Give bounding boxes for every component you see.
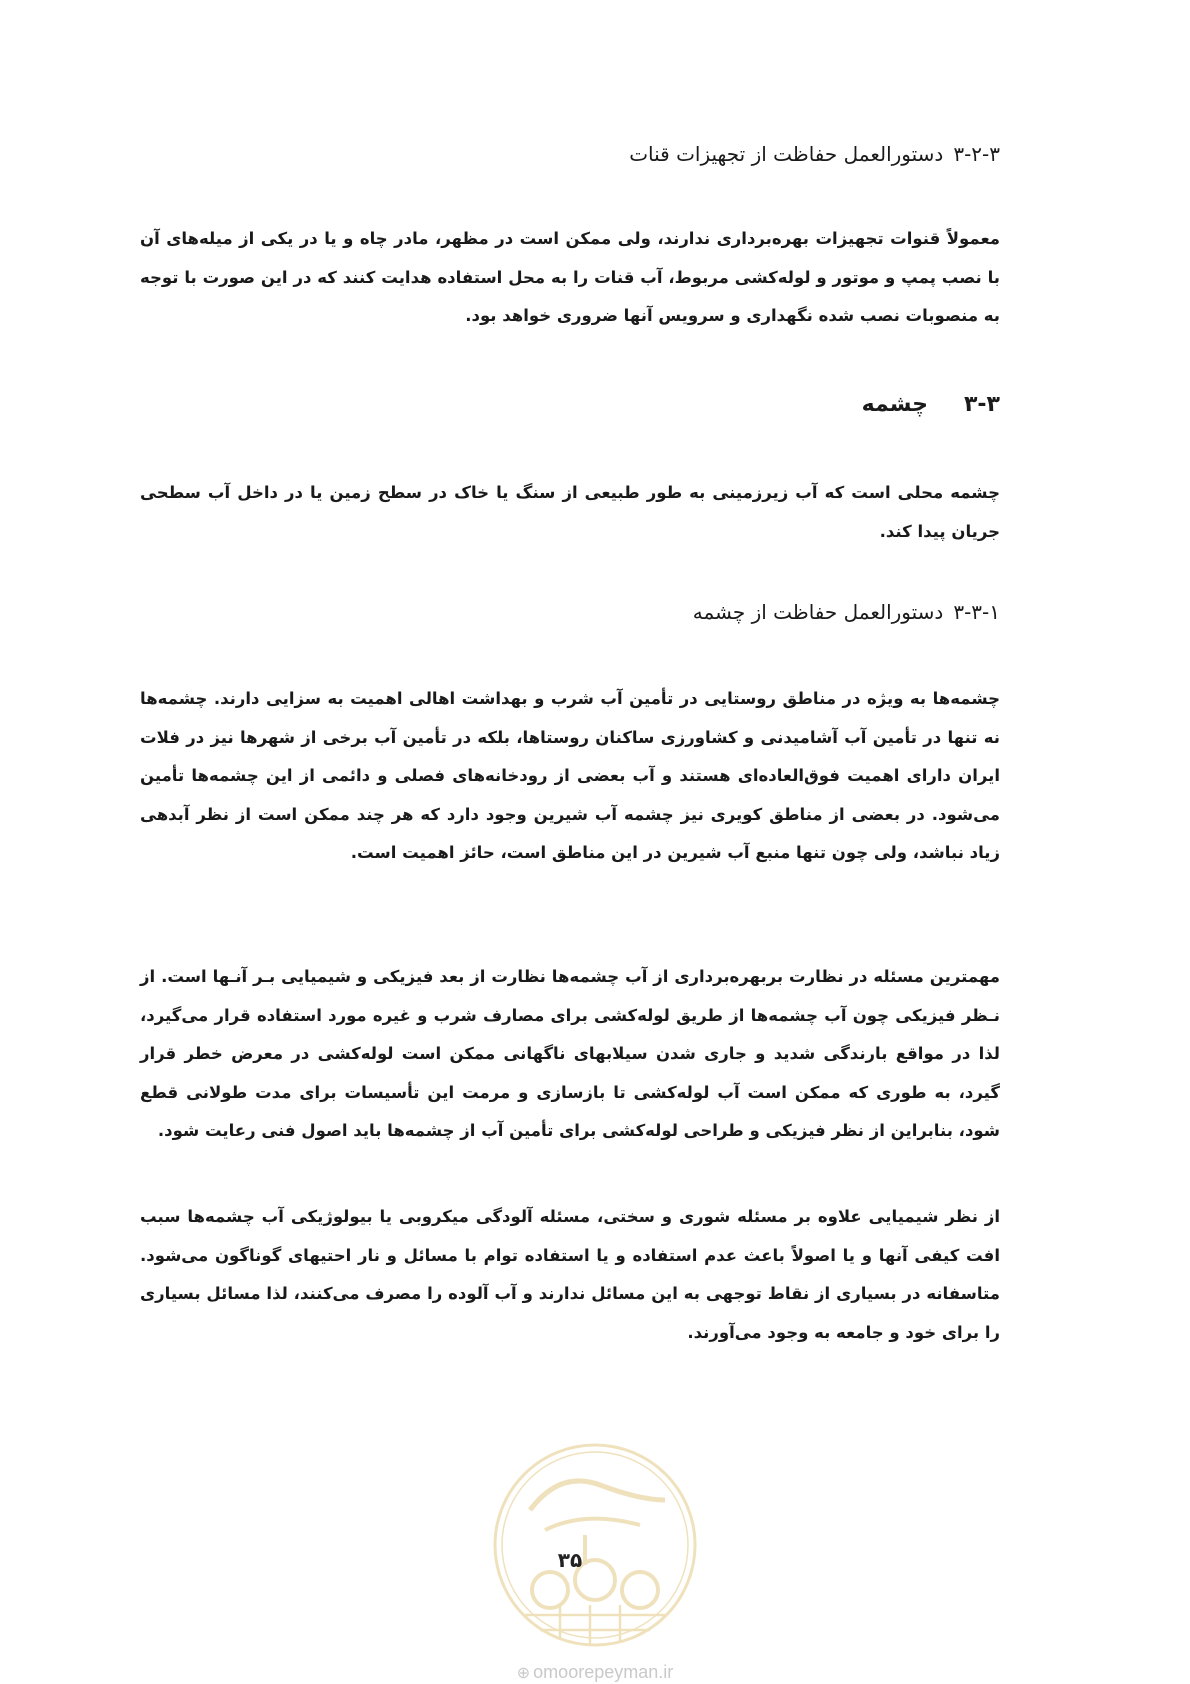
section-heading-3-2-3: [140, 138, 1000, 170]
paragraph-physical-supervision: مهمترین مسئله در نظارت بربهره‌برداری از آب چشمه‌ها نظارت از بعد فیزیکی و شیمیایی بـر آنـها است. از نـظر فیزیکی چون آب چشمه‌ها از طریق لوله‌کشی برای مصارف شرب و غیره مورد استفاده قرار می‌گیرد، لذا در مواقع بارندگی شدید و جاری شدن سیلابهای ناگهانی ممکن است لوله‌کشی در معرض خطر قرار گیرد، به طوری که ممکن است آب لوله‌کشی تا بازسازی و مرمت این تأسیسات برای مدت طولانی قطع شود، بنابراین از نظر فیزیکی و طراحی لوله‌کشی برای تأمین آب از چشمه‌ها باید اصول فنی رعایت شود.: [140, 967, 1000, 1140]
globe-icon: ⊕: [516, 1665, 531, 1682]
section-number: ۳-۲-۳: [953, 142, 1000, 166]
footer-url: [470, 1662, 720, 1683]
paragraph-spring-definition: چشمه محلی است که آب زیرزمینی به طور طبیعی از سنگ یا خاک در سطح زمین یا در داخل آب سطحی جریان پیدا کند.: [140, 483, 1000, 541]
paragraph-spring-importance: چشمه‌ها به ویژه در مناطق روستایی در تأمین آب شرب و بهداشت اهالی اهمیت به سزایی دارند. چشمه‌ها نه تنها در تأمین آب آشامیدنی و کشاورزی ساکنان روستاها، بلکه در تأمین آب برخی از شهرها نیز در فلات ایران دارای اهمیت فوق‌العاده‌ای هستند و آب بعضی از رودخانه‌های فصلی و دائمی از این چشمه‌ها تأمین می‌شود. در بعضی از مناطق کویری نیز چشمه آب شیرین وجود دارد که هر چند ممکن است از نظر آبدهی زیاد نباشد، ولی چون تنها منبع آب شیرین در این مناطق است، حائز اهمیت است.: [140, 689, 1000, 862]
section-title: دستورالعمل حفاظت از چشمه: [692, 600, 944, 624]
omoor-peyman-logo-icon: [490, 1440, 700, 1650]
section-title: دستورالعمل حفاظت از تجهیزات قنات: [629, 142, 944, 166]
section-number: ۳-۳-۱: [953, 600, 1000, 624]
footer-url-text: omoorepeyman.ir: [533, 1662, 674, 1682]
paragraph-chemical-supervision: از نظر شیمیایی علاوه بر مسئله شوری و سختی، مسئله آلودگی میکروبی یا بیولوژیکی آب چشمه‌ها سبب افت کیفی آنها و یا اصولاً باعث عدم استفاده و یا استفاده توام با مسائل و نار احتیهای گوناگون می‌شود. متاسفانه در بسیاری از نقاط توجهی به این مسائل ندارند و آب آلوده را مصرف می‌کنند، لذا مسائل بسیاری را برای خود و جامعه به وجود می‌آورند.: [140, 1207, 1000, 1342]
page-number: ۳۵: [557, 1548, 583, 1572]
section-number: ۳-۳: [964, 392, 1000, 417]
section-heading-3-3-1: [140, 596, 1000, 628]
paragraph-qanat-equipment: معمولاً قنوات تجهیزات بهره‌برداری ندارند، ولی ممکن است در مظهر، مادر چاه و یا در یکی از میله‌های آن با نصب پمپ و موتور و لوله‌کشی مربوط، آب قنات را به محل استفاده هدایت کنند که در این صورت با توجه به منصوبات نصب شده نگهداری و سرویس آنها ضروری خواهد بود.: [140, 229, 1000, 325]
section-title: چشمه: [861, 392, 928, 417]
section-heading-3-3: [140, 388, 1000, 422]
